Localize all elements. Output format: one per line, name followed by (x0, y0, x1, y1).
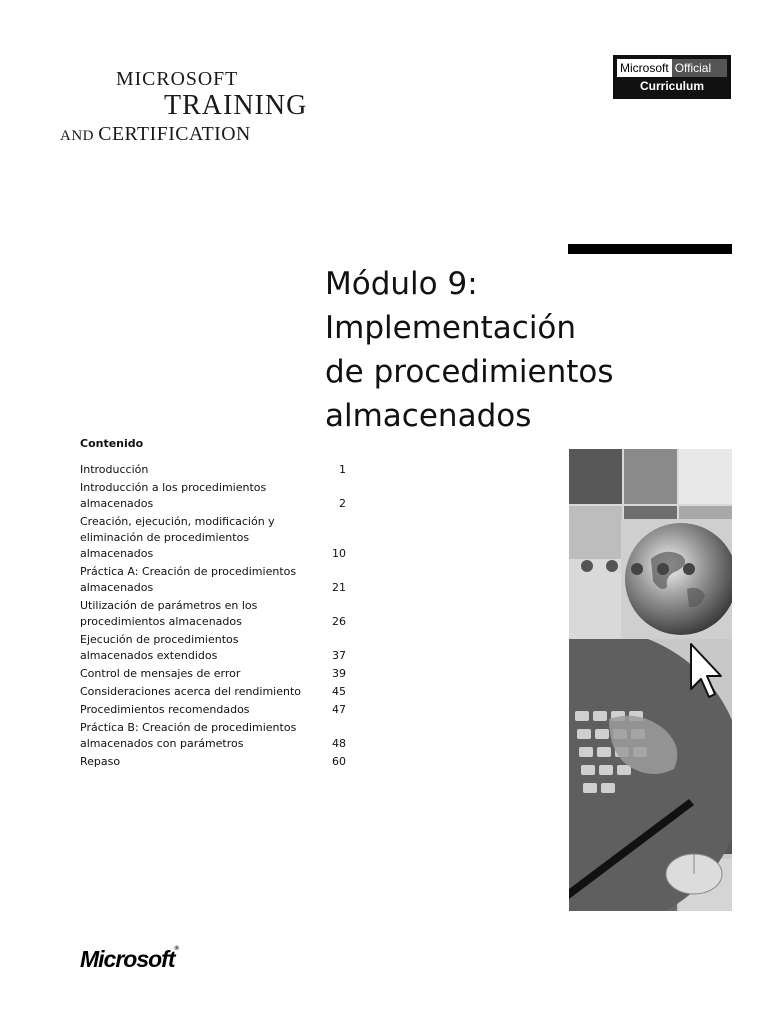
toc-entry-text: Creación, ejecución, modificación y eliminación de procedimientos almacenados (80, 515, 275, 560)
brand-training-text: TRAINING (164, 90, 308, 121)
collage-tile (624, 449, 677, 504)
module-title-line: almacenados (325, 398, 532, 434)
module-title (325, 262, 655, 438)
microsoft-logo-text: Microsoft (80, 946, 175, 972)
decor-dot (657, 563, 669, 575)
badge-microsoft: Microsoft (617, 59, 672, 77)
toc-entry-page: 2 (339, 497, 346, 510)
toc-entry-text: Repaso (80, 755, 121, 768)
toc-entry-page: 60 (332, 755, 346, 768)
microsoft-logo (80, 946, 179, 973)
toc-entry-page: 10 (332, 547, 346, 560)
decor-dot (683, 563, 695, 575)
toc-entry-page: 21 (332, 581, 346, 594)
toc-entry[interactable] (80, 632, 346, 664)
module-title-line: de procedimientos (325, 354, 614, 390)
toc-entry-text: Introducción (80, 463, 149, 476)
decor-dot (631, 563, 643, 575)
badge-curriculum: Curriculum (639, 79, 704, 93)
toc-entry[interactable] (80, 598, 346, 630)
collage-tile (569, 449, 622, 504)
brand-certification-text: CERTIFICATION (98, 123, 251, 145)
badge-official: Official (672, 59, 727, 77)
toc-entry-page: 26 (332, 615, 346, 628)
globe-icon (625, 523, 732, 635)
toc-entry-text: Práctica B: Creación de procedimientos almacenados con parámetros (80, 721, 297, 750)
official-curriculum-badge (613, 55, 731, 99)
toc-heading: Contenido (80, 437, 144, 450)
brand-microsoft (116, 70, 238, 90)
toc-entry-text: Procedimientos recomendados (80, 703, 250, 716)
toc-entry-page: 48 (332, 737, 346, 750)
toc-entry-page: 39 (332, 667, 346, 680)
toc-entry-text: Consideraciones acerca del rendimiento (80, 685, 302, 698)
toc-entry[interactable] (80, 720, 346, 752)
toc-entry-text: Control de mensajes de error (80, 667, 241, 680)
toc-entry[interactable] (80, 702, 346, 718)
toc-entry-page: 1 (339, 463, 346, 476)
toc-entry-text: Introducción a los procedimientos almacenados (80, 481, 267, 510)
collage-tile (679, 449, 732, 504)
brand-and-text: AND (60, 128, 94, 144)
toc-entry[interactable] (80, 666, 346, 682)
toc-entry[interactable] (80, 514, 346, 562)
toc-entry-page: 47 (332, 703, 346, 716)
cover-collage (569, 449, 732, 911)
toc-entry-text: Utilización de parámetros en los procedimientos almacenados (80, 599, 258, 628)
module-title-line: Implementación (325, 310, 577, 346)
toc-entry[interactable] (80, 754, 346, 770)
toc-entry[interactable] (80, 480, 346, 512)
decor-dot (606, 560, 618, 572)
table-of-contents (80, 462, 346, 772)
toc-entry[interactable] (80, 684, 346, 700)
toc-entry[interactable] (80, 564, 346, 596)
collage-tile (569, 506, 622, 559)
toc-entry-text: Práctica A: Creación de procedimientos almacenados (80, 565, 297, 594)
registered-mark: ® (174, 946, 179, 952)
brand-training (164, 92, 307, 120)
toc-entry-page: 37 (332, 649, 346, 662)
toc-entry[interactable] (80, 462, 346, 478)
brand-microsoft-text: MICROSOFT (116, 68, 239, 90)
toc-entry-text: Ejecución de procedimientos almacenados extendidos (80, 633, 239, 662)
decor-dot (581, 560, 593, 572)
badge-top-row (617, 59, 727, 77)
title-rule (568, 244, 732, 254)
brand-certification (60, 125, 251, 145)
module-title-line: Módulo 9: (325, 266, 478, 302)
toc-entry-page: 45 (332, 685, 346, 698)
